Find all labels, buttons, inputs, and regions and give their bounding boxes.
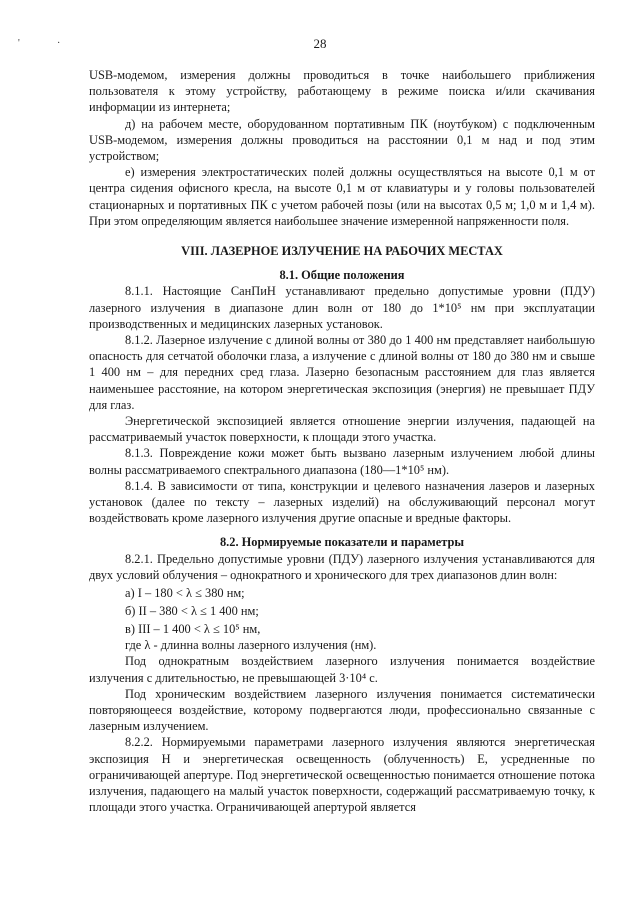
paragraph: 8.1.2. Лазерное излучение с длиной волны от 380 до 1 400 нм представляет наибольшую опасность для сетчатой оболочки глаза, а излучение с длиной волны от 180 до 380 нм и свыше 1 400 нм – для передних сред глаза. Лазерно безопасным расстоянием для глаз является наименьшее расстояние, на котором энергетическая экспозиция (энергия) не превышает ПДУ для глаз. (89, 333, 595, 412)
paragraph: Энергетической экспозицией является отношение энергии излучения, падающей на рассматриваемый участок поверхности, к площади этого участка. (89, 414, 595, 445)
subsection-title: 8.1. Общие положения (279, 268, 405, 283)
paragraph: 8.1.4. В зависимости от типа, конструкции и целевого назначения лазеров и лазерных установок (далее по тексту – лазерных изделий) на обслуживающий персонал могут воздействовать кроме лазерного излучения другие опасные и вредные факторы. (89, 478, 595, 526)
page-number: 28 (313, 36, 327, 51)
paragraph: е) измерения электростатических полей должны осуществляться на высоте 0,1 м от центра сидения офисного кресла, на высоте 0,1 м от клавиатуры и у головы пользователей стационарных и портативных ПК с учетом рабочей позы (или на высотах 0,5 м; 1,0 м и 1,4 м). При этом определяющим является наибольшее значение измеренной напряженности поля. (89, 165, 595, 228)
paragraph: Под однократным воздействием лазерного излучения понимается воздействие излучения с длительностью, не превышающей 3·10⁴ с. (89, 654, 595, 685)
subsection-title: 8.2. Нормируемые показатели и параметры (219, 535, 465, 550)
paragraph: USB-модемом, измерения должны проводиться в точке наибольшего приближения пользователя к этому устройству, работающему в режиме поиска и/или скачивания информации из интернета; (89, 68, 595, 115)
paragraph: 8.1.3. Повреждение кожи может быть вызвано лазерным излучением любой длины волны рассматриваемого спектрального диапазона (180—1*10⁵ нм). (89, 446, 595, 477)
paragraph: 8.2.2. Нормируемыми параметрами лазерного излучения являются энергетическая экспозиция H и энергетическая освещенность (облученность) E, усредненные по ограничивающей апертуре. Под энергетической освещенностью понимается отношение потока излучения, падающего на малый участок поверхности, содержащий рассматриваемую точку, к площади этого участка. Ограничивающей апертурой является (89, 735, 595, 815)
paragraph: 8.1.1. Настоящие СанПиН устанавливают предельно допустимые уровни (ПДУ) лазерного излучения в диапазоне длин волн от 180 до 1*10⁵ нм при эксплуатации производственных и медицинских лазерных установок. (89, 284, 595, 331)
list-item: в) III – 1 400 < λ ≤ 10⁵ нм, (125, 622, 261, 637)
margin-mark: · (57, 38, 61, 49)
list-item: б) II – 380 < λ ≤ 1 400 нм; (125, 604, 259, 619)
document-body (89, 67, 595, 815)
margin-mark: ' (18, 38, 20, 49)
paragraph: Под хроническим воздействием лазерного излучения понимается систематически повторяющееся воздействие, которому подвергаются люди, профессионально связанные с лазерным излучением. (89, 686, 595, 734)
section-title: VIII. ЛАЗЕРНОЕ ИЗЛУЧЕНИЕ НА РАБОЧИХ МЕСТАХ (181, 244, 503, 259)
list-item: а) I – 180 < λ ≤ 380 нм; (125, 586, 245, 601)
paragraph: д) на рабочем месте, оборудованном портативным ПК (ноутбуком) с подключенным USB-модемом, измерения должны проводиться на расстоянии 0,1 м над и под этим устройством; (89, 116, 595, 164)
paragraph: 8.2.1. Предельно допустимые уровни (ПДУ) лазерного излучения устанавливаются для двух условий облучения – однократного и хронического для трех диапазонов длин волн: (89, 551, 595, 582)
formula-note: где λ - длинна волны лазерного излучения (нм). (125, 638, 377, 653)
